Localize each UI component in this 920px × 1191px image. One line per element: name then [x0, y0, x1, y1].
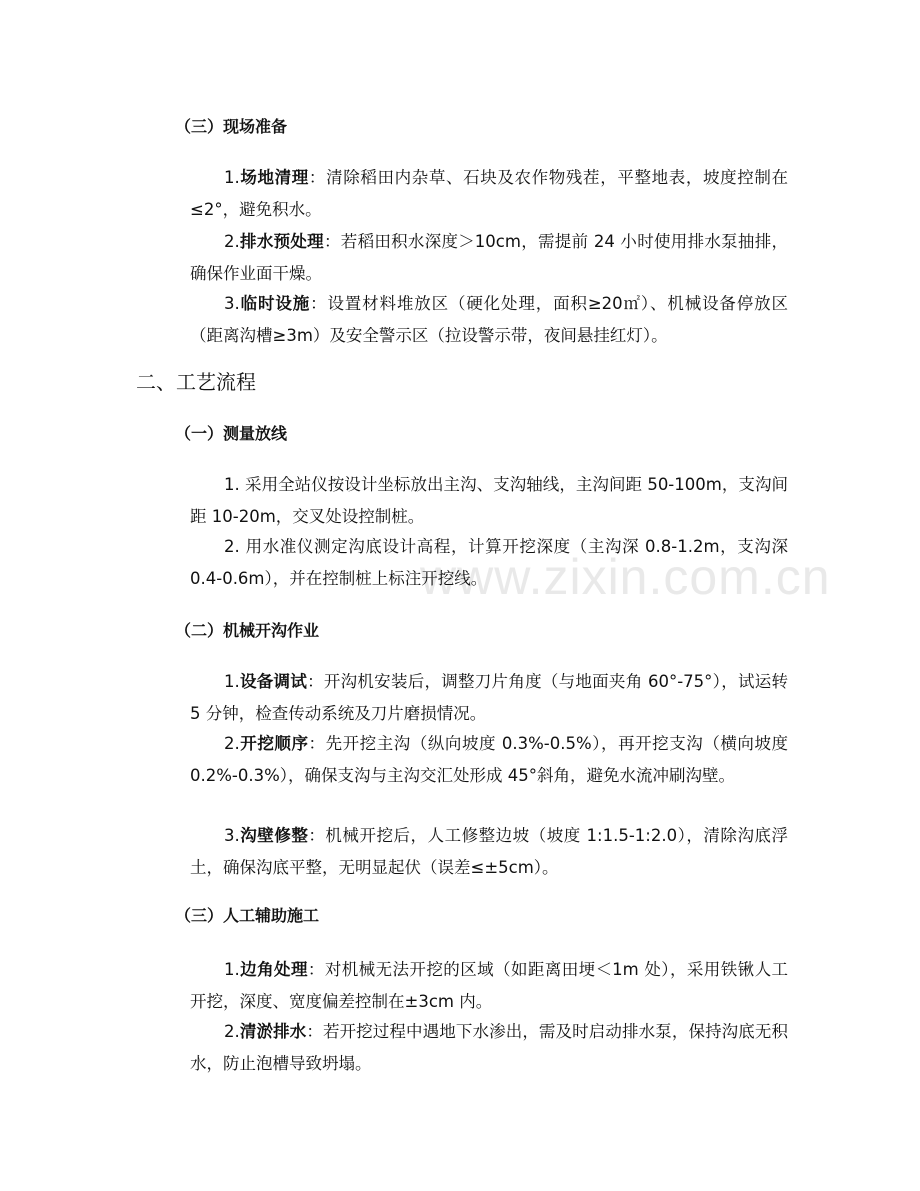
paragraph-site-clearing	[190, 162, 788, 226]
item-number: 1.	[224, 960, 240, 979]
item-text: 清除稻田内杂草、石块及农作物残茬，平整地表，坡度控制在≤2°，避免积水。	[190, 168, 789, 219]
paragraph-survey-axes	[190, 469, 788, 533]
item-number: 2.	[224, 232, 240, 251]
item-title: 设备调试	[239, 672, 308, 691]
item-title: 边角处理	[239, 960, 308, 979]
item-text: 先开挖主沟（纵向坡度 0.3%-0.5%），再开挖支沟（横向坡度 0.2%-0.3%），确保支沟与主沟交汇处形成 45°斜角，避免水流冲刷沟壁。	[190, 734, 789, 785]
item-separator: ：	[308, 826, 326, 845]
item-title: 开挖顺序	[239, 734, 309, 753]
paragraph-drainage-pretreatment	[190, 226, 788, 290]
heading-process-flow: 二、工艺流程	[136, 370, 256, 394]
watermark: www.zixin.com.cn	[420, 549, 831, 605]
item-separator: ：	[308, 168, 327, 187]
item-text: 2. 用水准仪测定沟底设计高程，计算开挖深度（主沟深 0.8-1.2m，支沟深 0.4-0.6m），并在控制桩上标注开挖线。	[190, 537, 788, 588]
item-number: 3.	[224, 294, 240, 313]
heading-survey-layout: （一）测量放线	[175, 424, 288, 443]
item-title: 场地清理	[239, 168, 309, 187]
item-text: 开沟机安装后，调整刀片角度（与地面夹角 60°-75°），试运转 5 分钟，检查传动系统及刀片磨损情况。	[190, 672, 789, 723]
item-separator: ：	[323, 232, 341, 251]
item-text: 若稻田积水深度＞10cm，需提前 24 小时使用排水泵抽排，确保作业面干燥。	[190, 232, 789, 283]
item-separator: ：	[310, 294, 328, 313]
heading-machine-trenching: （二）机械开沟作业	[175, 621, 320, 640]
item-title: 清淤排水	[239, 1022, 307, 1041]
paragraph-survey-elevation	[190, 531, 788, 595]
paragraph-corner-handling	[190, 954, 788, 1018]
item-number: 2.	[224, 1022, 240, 1041]
item-separator: ：	[307, 672, 324, 691]
item-text: 1. 采用全站仪按设计坐标放出主沟、支沟轴线，主沟间距 50-100m，支沟间距 10-20m，交叉处设控制桩。	[190, 475, 788, 526]
item-title: 排水预处理	[239, 232, 324, 251]
item-number: 1.	[224, 168, 240, 187]
paragraph-trench-wall-trimming	[190, 820, 788, 884]
item-number: 1.	[224, 672, 240, 691]
heading-site-preparation: （三）现场准备	[175, 117, 288, 136]
item-title: 临时设施	[239, 294, 311, 313]
paragraph-equipment-commissioning	[190, 666, 788, 730]
item-separator: ：	[308, 734, 326, 753]
item-separator: ：	[307, 960, 325, 979]
item-text: 机械开挖后，人工修整边坡（坡度 1:1.5-1:2.0），清除沟底浮土，确保沟底平整，无明显起伏（误差≤±5cm）。	[190, 826, 789, 877]
heading-manual-assistance: （三）人工辅助施工	[175, 906, 320, 925]
paragraph-excavation-order	[190, 728, 788, 792]
item-separator: ：	[306, 1022, 323, 1041]
paragraph-temporary-facilities	[190, 288, 788, 352]
item-text: 若开挖过程中遇地下水渗出，需及时启动排水泵，保持沟底无积水，防止泡槽导致坍塌。	[190, 1022, 789, 1073]
item-number: 2.	[224, 734, 240, 753]
paragraph-desilting-drainage	[190, 1016, 788, 1080]
item-title: 沟壁修整	[239, 826, 309, 845]
item-number: 3.	[224, 826, 240, 845]
item-text: 对机械无法开挖的区域（如距离田埂＜1m 处），采用铁锹人工开挖，深度、宽度偏差控制在±3cm 内。	[190, 960, 789, 1011]
item-text: 设置材料堆放区（硬化处理，面积≥20㎡）、机械设备停放区（距离沟槽≥3m）及安全警示区（拉设警示带，夜间悬挂红灯）。	[190, 294, 789, 345]
